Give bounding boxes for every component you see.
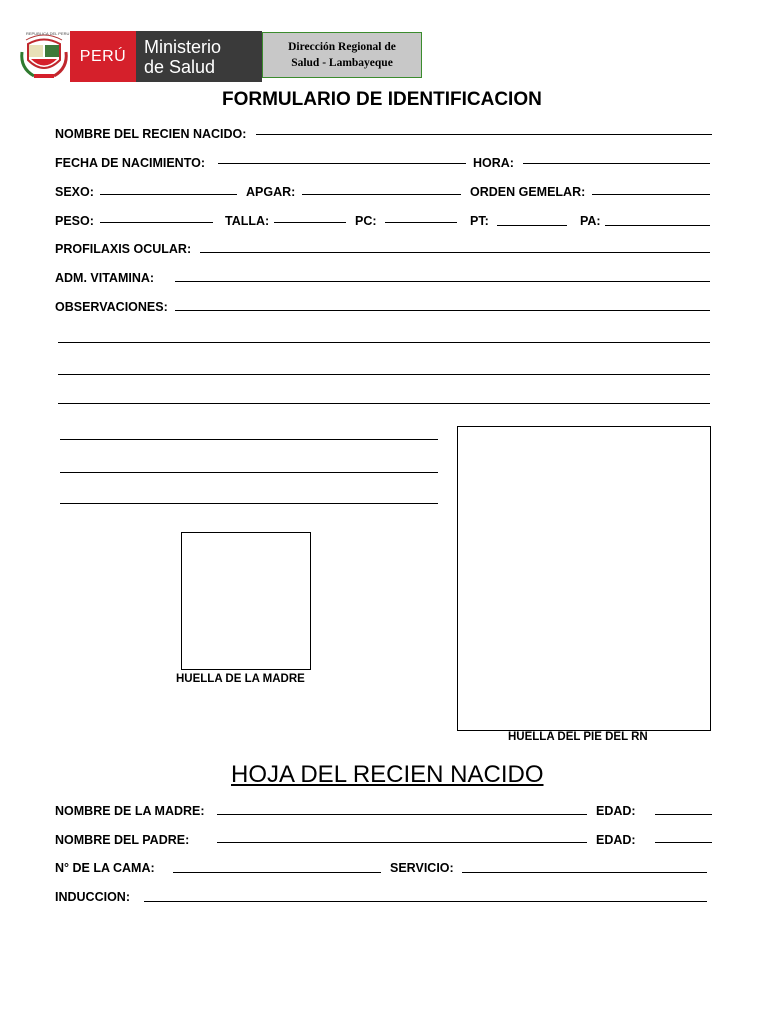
left-line-3[interactable] bbox=[60, 503, 438, 504]
observaciones-line-2[interactable] bbox=[58, 342, 710, 343]
left-line-1[interactable] bbox=[60, 439, 438, 440]
label-edad-padre: EDAD: bbox=[596, 833, 636, 847]
label-sexo: SEXO: bbox=[55, 185, 94, 199]
observaciones-line-3[interactable] bbox=[58, 374, 710, 375]
label-servicio: SERVICIO: bbox=[390, 861, 454, 875]
crest-icon bbox=[20, 30, 68, 82]
label-vitamina: ADM. VITAMINA: bbox=[55, 271, 155, 285]
label-nombre-madre: NOMBRE DE LA MADRE: bbox=[55, 804, 205, 818]
ministry-logo bbox=[136, 31, 262, 82]
field-pa[interactable] bbox=[605, 225, 710, 226]
label-nombre-padre: NOMBRE DEL PADRE: bbox=[55, 833, 190, 847]
observaciones-line-4[interactable] bbox=[58, 403, 710, 404]
huella-pie-caption: HUELLA DEL PIE DEL RN bbox=[508, 731, 648, 743]
field-apgar[interactable] bbox=[302, 194, 461, 195]
label-peso: PESO: bbox=[55, 214, 94, 228]
huella-madre-caption: HUELLA DE LA MADRE bbox=[176, 673, 305, 685]
region-box bbox=[262, 32, 422, 78]
label-fecha-nacimiento: FECHA DE NACIMIENTO: bbox=[55, 156, 205, 170]
label-cama: N° DE LA CAMA: bbox=[55, 861, 155, 875]
huella-pie-box[interactable] bbox=[457, 426, 711, 731]
ministry-line1: Ministerio bbox=[144, 36, 222, 57]
field-servicio[interactable] bbox=[462, 872, 707, 873]
field-orden-gemelar[interactable] bbox=[592, 194, 710, 195]
label-induccion: INDUCCION: bbox=[55, 890, 130, 904]
label-apgar: APGAR: bbox=[246, 185, 296, 199]
peru-label: PERÚ bbox=[70, 31, 136, 82]
label-edad-madre: EDAD: bbox=[596, 804, 636, 818]
region-line2: Salud - Lambayeque bbox=[291, 57, 393, 69]
field-fecha-nacimiento[interactable] bbox=[218, 163, 466, 164]
label-pa: PA: bbox=[580, 214, 601, 228]
huella-madre-box[interactable] bbox=[181, 532, 311, 670]
field-edad-madre[interactable] bbox=[655, 814, 712, 815]
field-pt[interactable] bbox=[497, 225, 567, 226]
left-line-2[interactable] bbox=[60, 472, 438, 473]
label-nombre-rn: NOMBRE DEL RECIEN NACIDO: bbox=[55, 127, 247, 141]
label-hora: HORA: bbox=[473, 156, 514, 170]
label-profilaxis: PROFILAXIS OCULAR: bbox=[55, 242, 192, 256]
field-hora[interactable] bbox=[523, 163, 710, 164]
region-line1: Dirección Regional de bbox=[288, 41, 396, 53]
field-profilaxis[interactable] bbox=[200, 252, 710, 253]
field-nombre-madre[interactable] bbox=[217, 814, 587, 815]
label-pc: PC: bbox=[355, 214, 377, 228]
field-talla[interactable] bbox=[274, 222, 346, 223]
peru-crest-logo bbox=[20, 30, 68, 82]
field-edad-padre[interactable] bbox=[655, 842, 712, 843]
crest-text: REPUBLICA DEL PERU bbox=[26, 31, 70, 36]
ministry-line2: de Salud bbox=[144, 56, 216, 77]
field-peso[interactable] bbox=[100, 222, 213, 223]
field-induccion[interactable] bbox=[144, 901, 707, 902]
form-title: FORMULARIO DE IDENTIFICACION bbox=[222, 89, 542, 110]
field-nombre-rn[interactable] bbox=[256, 134, 712, 135]
label-observaciones: OBSERVACIONES: bbox=[55, 300, 168, 314]
hoja-title: HOJA DEL RECIEN NACIDO bbox=[231, 761, 544, 788]
field-observaciones[interactable] bbox=[175, 310, 710, 311]
label-talla: TALLA: bbox=[225, 214, 270, 228]
field-cama[interactable] bbox=[173, 872, 381, 873]
label-orden-gemelar: ORDEN GEMELAR: bbox=[470, 185, 586, 199]
label-pt: PT: bbox=[470, 214, 489, 228]
field-pc[interactable] bbox=[385, 222, 457, 223]
field-vitamina[interactable] bbox=[175, 281, 710, 282]
field-nombre-padre[interactable] bbox=[217, 842, 587, 843]
field-sexo[interactable] bbox=[100, 194, 237, 195]
